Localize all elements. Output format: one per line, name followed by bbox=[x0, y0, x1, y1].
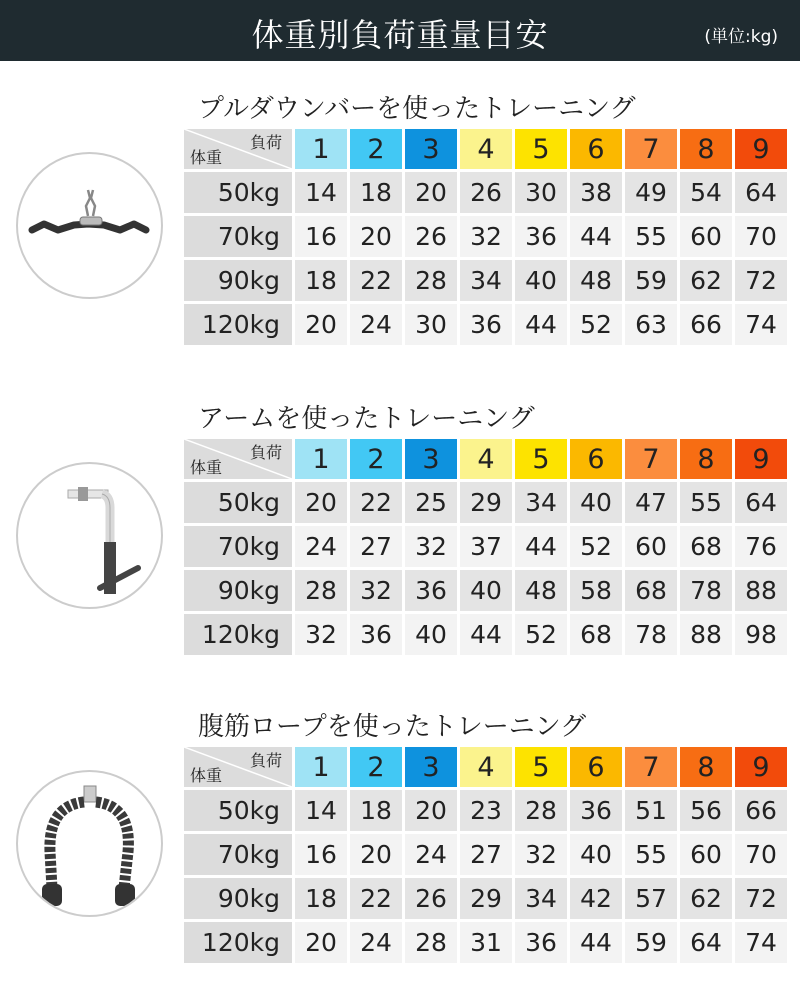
level-header-6: 6 bbox=[570, 439, 622, 479]
table-corner bbox=[184, 129, 292, 169]
load-value-cell: 52 bbox=[515, 614, 567, 655]
load-value-cell: 68 bbox=[570, 614, 622, 655]
equipment-image bbox=[16, 152, 163, 299]
load-header: 負荷 bbox=[249, 751, 282, 770]
level-header-2: 2 bbox=[350, 129, 402, 169]
table-row bbox=[184, 216, 787, 257]
level-header-1: 1 bbox=[295, 129, 347, 169]
load-value-cell: 74 bbox=[735, 304, 787, 345]
load-value-cell: 28 bbox=[515, 790, 567, 831]
load-value-cell: 64 bbox=[680, 922, 732, 963]
load-value-cell: 23 bbox=[460, 790, 512, 831]
load-value-cell: 22 bbox=[350, 260, 402, 301]
table-corner bbox=[184, 747, 292, 787]
table-header-row bbox=[184, 439, 787, 479]
load-value-cell: 64 bbox=[735, 482, 787, 523]
load-value-cell: 72 bbox=[735, 260, 787, 301]
load-value-cell: 16 bbox=[295, 216, 347, 257]
load-value-cell: 25 bbox=[405, 482, 457, 523]
load-value-cell: 20 bbox=[350, 216, 402, 257]
body-weight-cell: 120kg bbox=[184, 922, 292, 963]
table-row bbox=[184, 878, 787, 919]
level-header-4: 4 bbox=[460, 129, 512, 169]
load-value-cell: 24 bbox=[295, 526, 347, 567]
load-value-cell: 72 bbox=[735, 878, 787, 919]
load-value-cell: 14 bbox=[295, 790, 347, 831]
load-value-cell: 66 bbox=[680, 304, 732, 345]
load-value-cell: 52 bbox=[570, 304, 622, 345]
load-value-cell: 42 bbox=[570, 878, 622, 919]
load-value-cell: 32 bbox=[460, 216, 512, 257]
level-header-9: 9 bbox=[735, 747, 787, 787]
load-value-cell: 18 bbox=[295, 260, 347, 301]
load-value-cell: 44 bbox=[570, 922, 622, 963]
load-value-cell: 24 bbox=[350, 304, 402, 345]
load-value-cell: 26 bbox=[405, 878, 457, 919]
load-value-cell: 60 bbox=[625, 526, 677, 567]
load-value-cell: 14 bbox=[295, 172, 347, 213]
load-value-cell: 34 bbox=[515, 482, 567, 523]
load-value-cell: 32 bbox=[405, 526, 457, 567]
load-value-cell: 88 bbox=[735, 570, 787, 611]
load-value-cell: 59 bbox=[625, 922, 677, 963]
section-3 bbox=[0, 706, 800, 1006]
load-value-cell: 44 bbox=[570, 216, 622, 257]
load-value-cell: 38 bbox=[570, 172, 622, 213]
body-weight-cell: 70kg bbox=[184, 216, 292, 257]
level-header-6: 6 bbox=[570, 747, 622, 787]
equipment-image bbox=[16, 770, 163, 917]
level-header-7: 7 bbox=[625, 129, 677, 169]
load-value-cell: 48 bbox=[515, 570, 567, 611]
load-value-cell: 68 bbox=[625, 570, 677, 611]
load-value-cell: 18 bbox=[350, 790, 402, 831]
load-header: 負荷 bbox=[249, 133, 282, 152]
level-header-3: 3 bbox=[405, 129, 457, 169]
load-value-cell: 36 bbox=[460, 304, 512, 345]
load-value-cell: 51 bbox=[625, 790, 677, 831]
load-value-cell: 36 bbox=[515, 216, 567, 257]
level-header-8: 8 bbox=[680, 129, 732, 169]
body-weight-cell: 50kg bbox=[184, 172, 292, 213]
table-row bbox=[184, 834, 787, 875]
load-value-cell: 55 bbox=[625, 216, 677, 257]
equipment-image bbox=[16, 462, 163, 609]
load-value-cell: 24 bbox=[350, 922, 402, 963]
load-header: 負荷 bbox=[249, 443, 282, 462]
load-value-cell: 28 bbox=[405, 260, 457, 301]
load-value-cell: 60 bbox=[680, 834, 732, 875]
table-row bbox=[184, 614, 787, 655]
load-value-cell: 34 bbox=[515, 878, 567, 919]
load-value-cell: 32 bbox=[515, 834, 567, 875]
load-value-cell: 20 bbox=[405, 790, 457, 831]
level-header-1: 1 bbox=[295, 439, 347, 479]
level-header-8: 8 bbox=[680, 747, 732, 787]
load-value-cell: 16 bbox=[295, 834, 347, 875]
load-value-cell: 29 bbox=[460, 482, 512, 523]
table-header-row bbox=[184, 129, 787, 169]
body-weight-cell: 120kg bbox=[184, 304, 292, 345]
load-value-cell: 88 bbox=[680, 614, 732, 655]
table-row bbox=[184, 260, 787, 301]
load-value-cell: 18 bbox=[295, 878, 347, 919]
load-value-cell: 55 bbox=[625, 834, 677, 875]
load-value-cell: 20 bbox=[295, 304, 347, 345]
load-value-cell: 24 bbox=[405, 834, 457, 875]
level-header-2: 2 bbox=[350, 439, 402, 479]
level-header-7: 7 bbox=[625, 439, 677, 479]
load-table bbox=[181, 744, 790, 966]
load-value-cell: 30 bbox=[515, 172, 567, 213]
level-header-2: 2 bbox=[350, 747, 402, 787]
load-value-cell: 44 bbox=[515, 304, 567, 345]
load-value-cell: 98 bbox=[735, 614, 787, 655]
load-value-cell: 36 bbox=[350, 614, 402, 655]
load-value-cell: 58 bbox=[570, 570, 622, 611]
load-value-cell: 52 bbox=[570, 526, 622, 567]
load-value-cell: 31 bbox=[460, 922, 512, 963]
level-header-3: 3 bbox=[405, 439, 457, 479]
load-value-cell: 27 bbox=[460, 834, 512, 875]
section-title: プルダウンバーを使ったトレーニング bbox=[198, 94, 636, 124]
load-value-cell: 78 bbox=[680, 570, 732, 611]
load-value-cell: 32 bbox=[350, 570, 402, 611]
load-value-cell: 18 bbox=[350, 172, 402, 213]
load-value-cell: 55 bbox=[680, 482, 732, 523]
level-header-4: 4 bbox=[460, 439, 512, 479]
body-weight-cell: 120kg bbox=[184, 614, 292, 655]
body-weight-cell: 50kg bbox=[184, 790, 292, 831]
load-value-cell: 36 bbox=[405, 570, 457, 611]
load-value-cell: 74 bbox=[735, 922, 787, 963]
level-header-5: 5 bbox=[515, 129, 567, 169]
section-title: 腹筋ロープを使ったトレーニング bbox=[198, 712, 587, 742]
table-row bbox=[184, 570, 787, 611]
level-header-5: 5 bbox=[515, 747, 567, 787]
load-value-cell: 36 bbox=[570, 790, 622, 831]
load-value-cell: 59 bbox=[625, 260, 677, 301]
load-value-cell: 44 bbox=[460, 614, 512, 655]
load-value-cell: 54 bbox=[680, 172, 732, 213]
load-value-cell: 29 bbox=[460, 878, 512, 919]
load-value-cell: 36 bbox=[515, 922, 567, 963]
load-value-cell: 20 bbox=[405, 172, 457, 213]
section-2 bbox=[0, 398, 800, 698]
load-value-cell: 27 bbox=[350, 526, 402, 567]
load-value-cell: 47 bbox=[625, 482, 677, 523]
page-title: 体重別負荷重量目安 bbox=[251, 16, 549, 54]
body-weight-cell: 90kg bbox=[184, 260, 292, 301]
load-value-cell: 26 bbox=[405, 216, 457, 257]
load-value-cell: 32 bbox=[295, 614, 347, 655]
table-header-row bbox=[184, 747, 787, 787]
page-header bbox=[0, 0, 800, 61]
load-value-cell: 28 bbox=[295, 570, 347, 611]
level-header-8: 8 bbox=[680, 439, 732, 479]
load-value-cell: 60 bbox=[680, 216, 732, 257]
body-weight-cell: 70kg bbox=[184, 526, 292, 567]
table-row bbox=[184, 526, 787, 567]
body-weight-cell: 70kg bbox=[184, 834, 292, 875]
load-value-cell: 57 bbox=[625, 878, 677, 919]
table-row bbox=[184, 482, 787, 523]
table-row bbox=[184, 304, 787, 345]
load-table bbox=[181, 436, 790, 658]
load-value-cell: 37 bbox=[460, 526, 512, 567]
load-value-cell: 34 bbox=[460, 260, 512, 301]
load-value-cell: 49 bbox=[625, 172, 677, 213]
level-header-9: 9 bbox=[735, 439, 787, 479]
load-value-cell: 62 bbox=[680, 878, 732, 919]
load-value-cell: 22 bbox=[350, 878, 402, 919]
load-value-cell: 20 bbox=[350, 834, 402, 875]
table-row bbox=[184, 172, 787, 213]
load-value-cell: 40 bbox=[405, 614, 457, 655]
load-value-cell: 30 bbox=[405, 304, 457, 345]
load-value-cell: 56 bbox=[680, 790, 732, 831]
body-weight-cell: 90kg bbox=[184, 570, 292, 611]
level-header-9: 9 bbox=[735, 129, 787, 169]
body-weight-header: 体重 bbox=[190, 766, 223, 785]
load-value-cell: 78 bbox=[625, 614, 677, 655]
load-value-cell: 40 bbox=[515, 260, 567, 301]
table-row bbox=[184, 790, 787, 831]
section-1 bbox=[0, 88, 800, 388]
unit-label: (単位:kg) bbox=[704, 27, 778, 47]
body-weight-cell: 90kg bbox=[184, 878, 292, 919]
load-value-cell: 20 bbox=[295, 922, 347, 963]
load-value-cell: 44 bbox=[515, 526, 567, 567]
load-value-cell: 70 bbox=[735, 834, 787, 875]
level-header-7: 7 bbox=[625, 747, 677, 787]
body-weight-header: 体重 bbox=[190, 458, 223, 477]
load-value-cell: 28 bbox=[405, 922, 457, 963]
load-value-cell: 26 bbox=[460, 172, 512, 213]
section-title: アームを使ったトレーニング bbox=[198, 404, 535, 434]
level-header-1: 1 bbox=[295, 747, 347, 787]
table-row bbox=[184, 922, 787, 963]
load-value-cell: 76 bbox=[735, 526, 787, 567]
load-value-cell: 40 bbox=[570, 482, 622, 523]
load-value-cell: 70 bbox=[735, 216, 787, 257]
level-header-6: 6 bbox=[570, 129, 622, 169]
load-table bbox=[181, 126, 790, 348]
load-value-cell: 62 bbox=[680, 260, 732, 301]
load-value-cell: 48 bbox=[570, 260, 622, 301]
load-value-cell: 40 bbox=[460, 570, 512, 611]
table-corner bbox=[184, 439, 292, 479]
load-value-cell: 20 bbox=[295, 482, 347, 523]
load-value-cell: 68 bbox=[680, 526, 732, 567]
level-header-4: 4 bbox=[460, 747, 512, 787]
load-value-cell: 64 bbox=[735, 172, 787, 213]
body-weight-header: 体重 bbox=[190, 148, 223, 167]
level-header-3: 3 bbox=[405, 747, 457, 787]
load-value-cell: 22 bbox=[350, 482, 402, 523]
level-header-5: 5 bbox=[515, 439, 567, 479]
load-value-cell: 63 bbox=[625, 304, 677, 345]
load-value-cell: 66 bbox=[735, 790, 787, 831]
body-weight-cell: 50kg bbox=[184, 482, 292, 523]
load-value-cell: 40 bbox=[570, 834, 622, 875]
